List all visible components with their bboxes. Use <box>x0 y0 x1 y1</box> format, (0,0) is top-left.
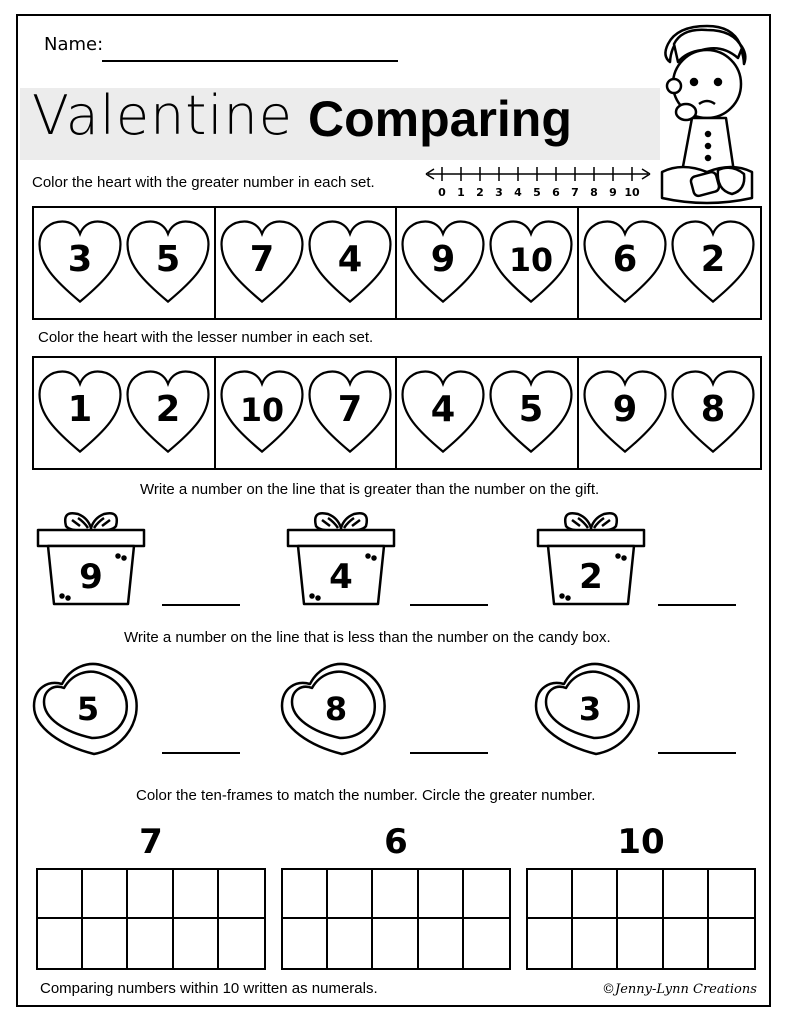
ten-frame-cell[interactable] <box>219 870 264 919</box>
heart-set <box>397 208 579 318</box>
number-line-label: 5 <box>533 186 541 199</box>
ten-frame-cell[interactable] <box>464 919 509 968</box>
gift-number: 9 <box>79 557 103 597</box>
heart-number: 10 <box>508 242 554 279</box>
heart-number: 8 <box>700 388 725 430</box>
heart-number: 3 <box>67 238 93 280</box>
ten-frame-cell[interactable] <box>618 919 663 968</box>
heart-icon[interactable] <box>124 214 212 310</box>
ten-frame-cell[interactable] <box>219 919 264 968</box>
number-line-label: 8 <box>590 186 598 199</box>
heart-icon[interactable] <box>306 214 394 310</box>
heart-number: 7 <box>249 238 274 280</box>
ten-frame-cell[interactable] <box>283 870 328 919</box>
lesser-hearts-box <box>32 356 762 470</box>
instruction-ten-frames: Color the ten-frames to match the number. Circle the greater number. <box>136 787 596 804</box>
instruction-candy: Write a number on the line that is less than the number on the candy box. <box>124 629 611 646</box>
instruction-greater-hearts: Color the heart with the greater number in each set. <box>32 174 375 191</box>
ten-frame-cell[interactable] <box>373 870 418 919</box>
heart-number: 9 <box>430 238 456 280</box>
ten-frame-cell[interactable] <box>573 919 618 968</box>
ten-frame-number[interactable]: 10 <box>617 822 665 862</box>
heart-set <box>216 358 398 468</box>
gift-number: 2 <box>579 557 603 597</box>
answer-line[interactable] <box>658 604 736 606</box>
ten-frame-cell[interactable] <box>283 919 328 968</box>
heart-number: 6 <box>612 238 637 280</box>
answer-line[interactable] <box>162 752 240 754</box>
heart-number: 5 <box>518 388 544 430</box>
instruction-gifts: Write a number on the line that is greater than the number on the gift. <box>140 481 600 498</box>
gift-icon <box>36 506 146 606</box>
heart-icon[interactable] <box>36 364 124 460</box>
heart-icon[interactable] <box>218 214 306 310</box>
ten-frame-cell[interactable] <box>528 870 573 919</box>
ten-frame-cell[interactable] <box>419 919 464 968</box>
number-line-label: 10 <box>624 186 640 199</box>
ten-frame-cell[interactable] <box>83 870 128 919</box>
heart-icon[interactable] <box>487 364 575 460</box>
candy-heart-icon <box>280 658 392 758</box>
answer-line[interactable] <box>658 752 736 754</box>
heart-number: 4 <box>337 238 362 280</box>
ten-frame-cell[interactable] <box>618 870 663 919</box>
ten-frame <box>281 868 511 970</box>
heart-number: 7 <box>337 388 362 430</box>
heart-icon[interactable] <box>306 364 394 460</box>
candy-heart-icon <box>534 658 646 758</box>
number-line-label: 6 <box>552 186 560 199</box>
gift-icon <box>536 506 646 606</box>
candy-number: 5 <box>76 690 100 728</box>
heart-set <box>34 208 216 318</box>
heart-number: 9 <box>612 388 637 430</box>
answer-line[interactable] <box>410 752 488 754</box>
ten-frame-cell[interactable] <box>128 870 173 919</box>
name-line[interactable] <box>102 60 398 62</box>
gift-icon <box>286 506 396 606</box>
title-bold: Comparing <box>308 91 572 147</box>
heart-set <box>216 208 398 318</box>
ten-frame-cell[interactable] <box>174 919 219 968</box>
answer-line[interactable] <box>410 604 488 606</box>
number-line-label: 9 <box>609 186 617 199</box>
answer-line[interactable] <box>162 604 240 606</box>
candy-number: 3 <box>578 690 602 728</box>
heart-number: 4 <box>430 388 456 430</box>
boy-clipart-icon <box>652 22 762 212</box>
heart-icon[interactable] <box>581 364 669 460</box>
number-line <box>424 164 654 200</box>
heart-set <box>579 208 761 318</box>
title-script: Valentine <box>32 84 293 147</box>
number-line-label: 4 <box>514 186 522 199</box>
heart-icon[interactable] <box>218 364 306 460</box>
ten-frame-cell[interactable] <box>464 870 509 919</box>
ten-frame-cell[interactable] <box>664 870 709 919</box>
heart-set <box>579 358 761 468</box>
ten-frame-cell[interactable] <box>128 919 173 968</box>
ten-frame-cell[interactable] <box>373 919 418 968</box>
heart-set <box>397 358 579 468</box>
candy-number: 8 <box>324 690 348 728</box>
ten-frame-cell[interactable] <box>328 870 373 919</box>
heart-icon[interactable] <box>124 364 212 460</box>
heart-number: 2 <box>700 238 725 280</box>
heart-icon[interactable] <box>581 214 669 310</box>
gift-number: 4 <box>329 557 353 597</box>
number-line-label: 0 <box>438 186 446 199</box>
number-line-label: 3 <box>495 186 503 199</box>
ten-frame-cell[interactable] <box>174 870 219 919</box>
name-label: Name: <box>44 34 104 55</box>
ten-frame-cell[interactable] <box>419 870 464 919</box>
ten-frame-cell[interactable] <box>83 919 128 968</box>
heart-icon[interactable] <box>399 214 487 310</box>
ten-frame-cell[interactable] <box>528 919 573 968</box>
heart-number: 2 <box>155 388 181 430</box>
heart-set <box>34 358 216 468</box>
footer-credit: ©Jenny-Lynn Creations <box>602 982 757 997</box>
heart-icon[interactable] <box>36 214 124 310</box>
ten-frame-number[interactable]: 6 <box>384 822 408 862</box>
heart-icon[interactable] <box>487 214 575 310</box>
ten-frame-cell[interactable] <box>664 919 709 968</box>
ten-frame <box>526 868 756 970</box>
ten-frame-cell[interactable] <box>709 870 754 919</box>
ten-frame-cell[interactable] <box>709 919 754 968</box>
heart-icon[interactable] <box>399 364 487 460</box>
footer-standard: Comparing numbers within 10 written as numerals. <box>40 980 378 997</box>
heart-number: 1 <box>67 388 93 430</box>
ten-frame-cell[interactable] <box>328 919 373 968</box>
ten-frame-cell[interactable] <box>38 919 83 968</box>
heart-icon[interactable] <box>669 214 757 310</box>
instruction-lesser-hearts: Color the heart with the lesser number in each set. <box>38 329 374 346</box>
ten-frame-cell[interactable] <box>573 870 618 919</box>
ten-frame <box>36 868 266 970</box>
ten-frame-cell[interactable] <box>38 870 83 919</box>
heart-icon[interactable] <box>669 364 757 460</box>
candy-heart-icon <box>32 658 144 758</box>
heart-number: 5 <box>155 238 181 280</box>
heart-number: 10 <box>239 392 284 429</box>
number-line-label: 7 <box>571 186 579 199</box>
number-line-label: 2 <box>476 186 484 199</box>
number-line-label: 1 <box>457 186 465 199</box>
greater-hearts-box <box>32 206 762 320</box>
ten-frame-number[interactable]: 7 <box>139 822 163 862</box>
